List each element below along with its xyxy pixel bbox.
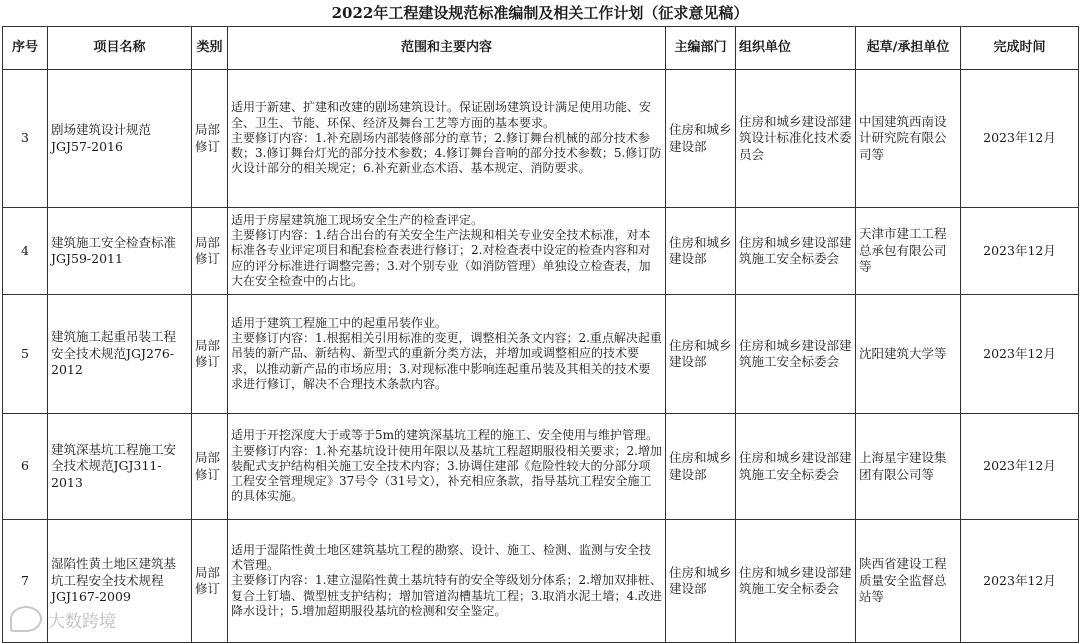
table-row — [3, 520, 1079, 643]
table-row — [3, 208, 1079, 295]
row-category: 局部修订 — [192, 295, 228, 414]
row-scope — [228, 414, 666, 520]
chat-bubble-logo-icon — [10, 606, 42, 632]
row-deadline: 2023年12月 — [961, 520, 1079, 643]
row-drafter: 陕西省建设工程质量安全监督总站等 — [856, 520, 961, 643]
header-category: 类别 — [192, 27, 228, 70]
header-name: 项目名称 — [48, 27, 192, 70]
row-deadline: 2023年12月 — [961, 208, 1079, 295]
watermark — [10, 606, 116, 632]
row-dept: 住房和城乡建设部 — [666, 70, 736, 208]
row-org: 住房和城乡建设部建筑施工安全标委会 — [736, 208, 856, 295]
row-category: 局部修订 — [192, 208, 228, 295]
row-dept: 住房和城乡建设部 — [666, 208, 736, 295]
watermark-text: 大数跨境 — [48, 611, 116, 632]
row-no: 4 — [3, 208, 48, 295]
row-dept: 住房和城乡建设部 — [666, 295, 736, 414]
row-name: 建筑深基坑工程施工安全技术规范JGJ311-2013 — [48, 414, 192, 520]
header-no: 序号 — [3, 27, 48, 70]
row-category: 局部修订 — [192, 414, 228, 520]
row-dept: 住房和城乡建设部 — [666, 414, 736, 520]
table-row — [3, 295, 1079, 414]
row-scope-text: 适用于开挖深度大于或等于5m的建筑深基坑工程的施工、安全使用与维护管理。 主要修订内容：1.补充基坑设计使用年限以及基坑工程超期服役相关要求；2.增加装配式支护结构相关施工安全技术内容；3.协调住建部《危险性较大的分部分项工程安全管理规定》37号令（31号文），补充相应条款，指导基坑工程安全施工的具体实施。 — [231, 428, 662, 504]
row-org: 住房和城乡建设部建筑施工安全标委会 — [736, 414, 856, 520]
table-row — [3, 70, 1079, 208]
row-scope-text: 适用于湿陷性黄土地区建筑基坑工程的勘察、设计、施工、检测、监测与安全技术管理。 主要修订内容：1.建立湿陷性黄土基坑特有的安全等级划分体系；2.增加双排桩、复合土钉墙、微型桩支护结构；增加管道沟槽基坑工程；3.取消水泥土墙；4.改进降水设计；5.增加超期服役基坑的检测和安全鉴定。 — [231, 542, 662, 618]
plan-table — [2, 26, 1079, 643]
row-dept: 住房和城乡建设部 — [666, 520, 736, 643]
row-no: 7 — [3, 520, 48, 643]
header-scope: 范围和主要内容 — [228, 27, 666, 70]
row-drafter: 上海星宇建设集团有限公司等 — [856, 414, 961, 520]
row-scope-text: 适用于新建、扩建和改建的剧场建筑设计。保证剧场建筑设计满足使用功能、安全、卫生、节能、环保、经济及舞台工艺等方面的基本要求。 主要修订内容：1.补充剧场内部装修部分的章节；2.修订舞台机械的部分技术参数；3.修订舞台灯光的部分技术参数；4.修订舞台音响的部分技术参数；5.修订防火设计部分的相关规定；6.补充新业态术语、基本规定、消防要求。 — [231, 100, 662, 176]
row-scope — [228, 295, 666, 414]
row-org: 住房和城乡建设部建筑设计标准化技术委员会 — [736, 70, 856, 208]
row-name: 建筑施工起重吊装工程安全技术规范JGJ276-2012 — [48, 295, 192, 414]
row-category: 局部修订 — [192, 70, 228, 208]
row-scope-text: 适用于建筑工程施工中的起重吊装作业。 主要修订内容：1.根据相关引用标准的变更，调整相关条文内容；2.重点解决起重吊装的新产品、新结构、新型式的重新分类方法，并增加或调整相应的技术要求，以推动新产品的市场应用；3.对现标准中影响连起重吊装及其相关的技术要求进行修订，解决不合理技术条款内容。 — [231, 315, 662, 391]
header-drafter: 起草/承担单位 — [856, 27, 961, 70]
row-scope — [228, 520, 666, 643]
row-drafter: 中国建筑西南设计研究院有限公司等 — [856, 70, 961, 208]
table-row — [3, 414, 1079, 520]
header-org: 组织单位 — [736, 27, 856, 70]
row-category: 局部修订 — [192, 520, 228, 643]
row-name: 建筑施工安全检查标准JGJ59-2011 — [48, 208, 192, 295]
row-no: 6 — [3, 414, 48, 520]
document-title: 2022年工程建设规范标准编制及相关工作计划（征求意见稿） — [331, 4, 749, 22]
row-no: 3 — [3, 70, 48, 208]
row-scope — [228, 70, 666, 208]
row-org: 住房和城乡建设部建筑施工安全标委会 — [736, 520, 856, 643]
row-name: 剧场建筑设计规范JGJ57-2016 — [48, 70, 192, 208]
row-scope-text: 适用于房屋建筑施工现场安全生产的检查评定。 主要修订内容：1.结合出台的有关安全生产法规和相关专业安全技术标准，对本标准各专业评定项目和配套检查表进行修订；2.对检查表中设定的检查内容和对应的评分标准进行调整完善；3.对个别专业（如消防管理）单独设立检查表，加大在安全检查中的占比。 — [231, 212, 651, 288]
row-deadline: 2023年12月 — [961, 295, 1079, 414]
table-header-row — [3, 27, 1079, 70]
row-deadline: 2023年12月 — [961, 414, 1079, 520]
row-scope — [228, 208, 666, 295]
row-deadline: 2023年12月 — [961, 70, 1079, 208]
row-no: 5 — [3, 295, 48, 414]
header-deadline: 完成时间 — [961, 27, 1079, 70]
row-drafter: 天津市建工工程总承包有限公司等 — [856, 208, 961, 295]
row-org: 住房和城乡建设部建筑施工安全标委会 — [736, 295, 856, 414]
row-drafter: 沈阳建筑大学等 — [856, 295, 961, 414]
row-name: 湿陷性黄土地区建筑基坑工程安全技术规程JGJ167-2009 — [48, 520, 192, 643]
header-dept: 主编部门 — [666, 27, 736, 70]
